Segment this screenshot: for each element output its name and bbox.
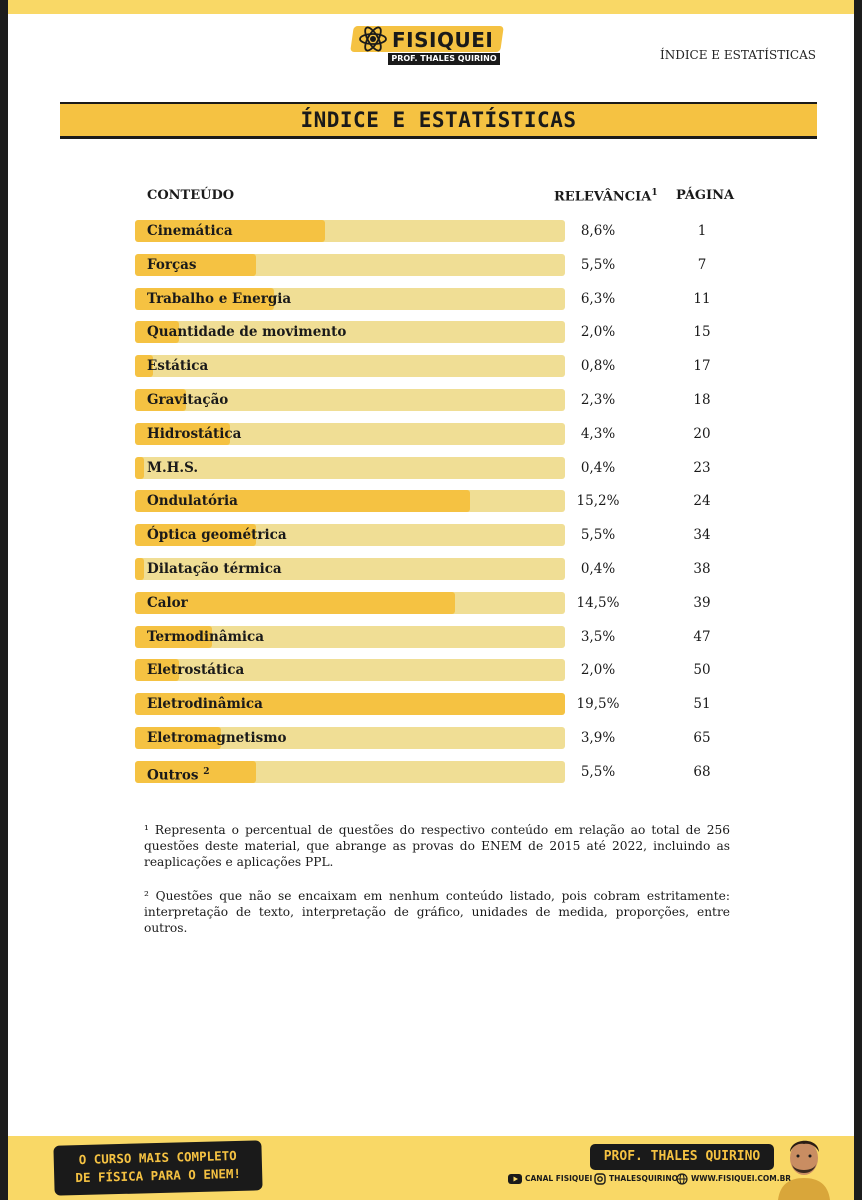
row-page: 23 xyxy=(693,459,711,476)
row-label xyxy=(147,526,287,544)
row-relevance: 6,3% xyxy=(580,290,616,307)
author-avatar xyxy=(774,1128,834,1200)
row-label xyxy=(147,357,208,375)
table-row xyxy=(8,488,854,512)
row-label xyxy=(147,695,263,713)
row-page: 34 xyxy=(693,527,711,544)
row-relevance: 3,5% xyxy=(580,628,616,645)
row-label xyxy=(147,628,264,646)
table-row xyxy=(8,421,854,445)
author-badge xyxy=(590,1144,774,1170)
row-page: 7 xyxy=(697,256,707,273)
column-header-relevance xyxy=(554,188,658,204)
row-page: 20 xyxy=(693,425,711,442)
table-row xyxy=(8,691,854,715)
row-page: 11 xyxy=(693,290,711,307)
row-page: 47 xyxy=(693,628,711,645)
relevance-header-text: RELEVÂNCIA xyxy=(554,189,652,205)
youtube-label: CANAL FISIQUEI xyxy=(525,1174,593,1183)
row-page: 15 xyxy=(693,324,711,341)
row-label xyxy=(147,391,228,409)
document-page xyxy=(8,0,854,1200)
table-row xyxy=(8,252,854,276)
row-relevance: 5,5% xyxy=(580,527,616,544)
row-label-text: Outros xyxy=(147,767,199,784)
page-title: ÍNDICE E ESTATÍSTICAS xyxy=(60,102,817,139)
table-row xyxy=(8,455,854,479)
row-page: 50 xyxy=(693,662,711,679)
slogan-badge xyxy=(53,1140,262,1195)
row-label-text: Ondulatória xyxy=(147,493,238,510)
website-label: WWW.FISIQUEI.COM.BR xyxy=(691,1174,792,1183)
footnote-2: ² Questões que não se encaixam em nenhum conteúdo listado, pois cobram estritamente: interpretação de texto, interpretação de gráfico, unidades de medida, proporções, entre outros. xyxy=(144,889,730,935)
row-page: 38 xyxy=(693,561,711,577)
row-label-text: Termodinâmica xyxy=(147,628,264,645)
row-relevance: 2,0% xyxy=(580,662,616,679)
table-row xyxy=(8,624,854,648)
relevance-bar-fill xyxy=(135,558,144,580)
footnote-1: ¹ Representa o percentual de questões do respectivo conteúdo em relação ao total de 256 questões deste material, que abrange as provas do ENEM de 2015 até 2022, incluindo as reaplicações e aplicações PPL. xyxy=(144,823,730,869)
row-relevance: 0,4% xyxy=(580,459,616,476)
row-label-text: Eletrostática xyxy=(147,662,245,679)
row-page: 39 xyxy=(693,594,711,611)
row-label-sup: 2 xyxy=(203,766,210,777)
author-badge-text: PROF. THALES QUIRINO xyxy=(603,1149,761,1164)
row-label-text: Estática xyxy=(147,358,209,375)
row-label xyxy=(147,290,291,308)
slogan-line-1: O CURSO MAIS COMPLETO xyxy=(78,1147,237,1168)
table-row xyxy=(8,657,854,681)
logo-subtitle: PROF. THALES QUIRINO xyxy=(388,53,500,65)
row-label-text: Eletromagnetismo xyxy=(147,730,287,746)
row-page: 65 xyxy=(693,730,711,746)
row-page: 18 xyxy=(693,392,711,408)
relevance-header-sup: 1 xyxy=(651,188,658,198)
row-relevance: 4,3% xyxy=(580,425,616,442)
row-label-text: Quantidade de movimento xyxy=(147,324,347,341)
row-label xyxy=(147,492,238,510)
instagram-link[interactable] xyxy=(594,1172,678,1186)
row-relevance: 19,5% xyxy=(576,696,620,713)
row-label xyxy=(147,729,287,747)
instagram-label: THALESQUIRINO xyxy=(609,1174,678,1183)
row-label-text: Forças xyxy=(147,256,197,273)
row-label xyxy=(147,323,346,341)
table-row xyxy=(8,319,854,343)
row-relevance: 0,4% xyxy=(580,561,616,577)
row-label-text: Eletrodinâmica xyxy=(147,696,263,713)
row-relevance: 2,0% xyxy=(580,324,616,341)
table-row xyxy=(8,286,854,310)
table-row xyxy=(8,556,854,580)
row-label-text: Óptica geométrica xyxy=(147,527,287,544)
table-row xyxy=(8,590,854,614)
row-label-text: Gravitação xyxy=(147,392,229,408)
slogan-text xyxy=(54,1146,263,1187)
row-label-text: Cinemática xyxy=(147,223,233,239)
row-relevance: 8,6% xyxy=(580,223,616,239)
row-label xyxy=(147,594,188,612)
relevance-bar-track xyxy=(135,592,565,614)
row-label-text: Dilatação térmica xyxy=(147,561,282,577)
row-label xyxy=(147,425,241,443)
table-row xyxy=(8,725,854,749)
relevance-bar-track xyxy=(135,254,565,276)
row-label-text: Calor xyxy=(147,594,188,611)
row-label xyxy=(147,763,210,785)
table-row xyxy=(8,218,854,242)
row-relevance: 0,8% xyxy=(580,358,616,375)
row-page: 68 xyxy=(693,763,711,780)
fisiquei-logo xyxy=(352,26,502,68)
column-header-page: PÁGINA xyxy=(676,188,735,203)
header-section-label: ÍNDICE E ESTATÍSTICAS xyxy=(659,48,816,62)
logo-text: FISIQUEI xyxy=(392,28,494,52)
row-label xyxy=(147,560,282,578)
globe-icon xyxy=(676,1173,688,1185)
row-label-text: Trabalho e Energia xyxy=(147,290,292,307)
table-row xyxy=(8,353,854,377)
row-relevance: 5,5% xyxy=(580,763,616,780)
youtube-link[interactable] xyxy=(508,1172,592,1186)
row-label xyxy=(147,661,244,679)
row-relevance: 5,5% xyxy=(580,256,616,273)
row-relevance: 3,9% xyxy=(580,730,616,746)
table-row xyxy=(8,759,854,783)
row-page: 17 xyxy=(693,358,711,375)
row-relevance: 15,2% xyxy=(576,493,620,510)
table-row xyxy=(8,387,854,411)
row-relevance: 2,3% xyxy=(580,392,616,408)
row-label xyxy=(147,459,198,477)
instagram-icon xyxy=(594,1173,606,1185)
relevance-bar-track xyxy=(135,457,565,479)
top-stripe xyxy=(8,0,854,14)
slogan-line-2: DE FÍSICA PARA O ENEM! xyxy=(75,1165,242,1186)
relevance-bar-fill xyxy=(135,457,144,479)
atom-icon xyxy=(358,24,388,54)
column-header-content: CONTEÚDO xyxy=(147,188,235,203)
row-relevance: 14,5% xyxy=(576,594,620,611)
row-page: 1 xyxy=(697,223,707,239)
youtube-icon xyxy=(508,1174,522,1184)
row-label-text: Hidrostática xyxy=(147,425,242,442)
row-label xyxy=(147,222,233,240)
row-page: 24 xyxy=(693,493,711,510)
row-label-text: M.H.S. xyxy=(147,459,199,476)
table-row xyxy=(8,522,854,546)
row-label xyxy=(147,256,197,274)
row-page: 51 xyxy=(693,696,711,713)
